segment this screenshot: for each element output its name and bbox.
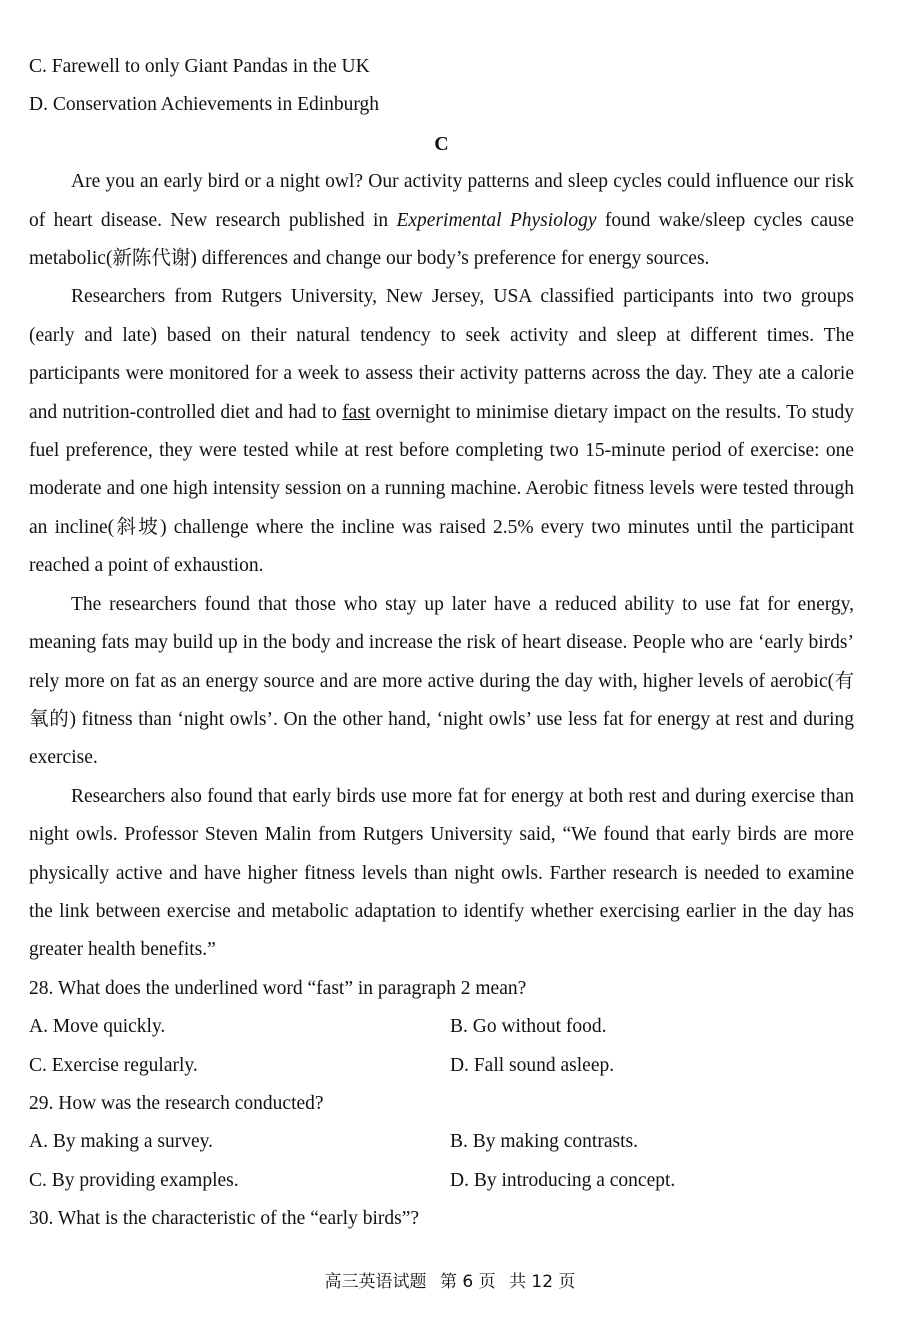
passage-paragraph-2 (29, 278, 854, 585)
question-29-options-row-1 (29, 1123, 854, 1161)
question-29-option-a: A. By making a survey. (29, 1131, 213, 1153)
question-29-options-row-2 (29, 1162, 854, 1200)
prev-option-d: D. Conservation Achievements in Edinburgh (29, 94, 380, 116)
footer-page-total: 共 12 页 (508, 1272, 576, 1292)
question-29-option-b: B. By making contrasts. (450, 1131, 638, 1153)
question-29-option-d: D. By introducing a concept. (450, 1169, 676, 1191)
journal-name: Experimental Physiology (396, 209, 597, 231)
paragraph-2-text-a: Researchers from Rutgers University, New Jersey, USA classified participants into two groups (early and late) based on their natural tendency to seek activity and sleep at different times. The participants were monitored for a week to assess their activity patterns across the day. They ate a calorie and nutrition-controlled diet and had to (29, 286, 854, 423)
question-30-stem: 30. What is the characteristic of the “early birds”? (29, 1208, 420, 1230)
question-29-option-c: C. By providing examples. (29, 1169, 239, 1191)
question-29-stem: 29. How was the research conducted? (29, 1092, 324, 1114)
question-28-option-c: C. Exercise regularly. (29, 1054, 198, 1076)
question-28-options-row-2 (29, 1047, 854, 1085)
underlined-word: fast (342, 401, 371, 423)
paragraph-1-text-b: found wake/sleep cycles cause metabolic(新陈代谢) differences and change our body’s preference for energy sources. (29, 209, 854, 270)
question-28-stem: 28. What does the underlined word “fast” in paragraph 2 mean? (29, 977, 527, 999)
prev-option-c: C. Farewell to only Giant Pandas in the UK (29, 56, 370, 77)
question-28-option-d: D. Fall sound asleep. (450, 1054, 615, 1076)
passage-paragraph-4: Researchers also found that early birds use more fat for energy at both rest and during exercise than night owls. Professor Steven Malin from Rutgers University said, “We found that early birds are more physically active and have higher fitness levels than night owls. Farther research is needed to examine the link between exercise and metabolic adaptation to identify whether exercising earlier in the day has greater health benefits.” (29, 785, 854, 961)
section-label: C (434, 132, 449, 155)
paragraph-2-text-b: overnight to minimise dietary impact on the results. To study fuel preference, they were tested while at rest before completing two 15-minute period of exercise: one moderate and one high intensity session on a running machine. Aerobic fitness levels were tested through an incline(斜坡) challenge where the incline was raised 2.5% every two minutes until the participant reached a point of exhaustion. (29, 401, 854, 577)
question-28-option-a: A. Move quickly. (29, 1016, 166, 1038)
question-28-options-row-1 (29, 1008, 854, 1046)
question-28-option-b: B. Go without food. (450, 1016, 607, 1038)
paragraph-1-text-a: Are you an early bird or a night owl? Our activity patterns and sleep cycles could influence our risk of heart disease. New research published in (29, 171, 854, 231)
passage-paragraph-1 (29, 163, 854, 278)
footer-page-number: 第 6 页 (439, 1272, 496, 1292)
footer-title: 高三英语试题 (324, 1272, 427, 1292)
page-footer (0, 1267, 900, 1292)
passage-paragraph-3: The researchers found that those who stay up later have a reduced ability to use fat for energy, meaning fats may build up in the body and increase the risk of heart disease. People who are ‘early birds’ rely more on fat as an energy source and are more active during the day with, higher levels of aerobic(有氧的) fitness than ‘night owls’. On the other hand, ‘night owls’ use less fat for energy at rest and during exercise. (29, 593, 854, 769)
